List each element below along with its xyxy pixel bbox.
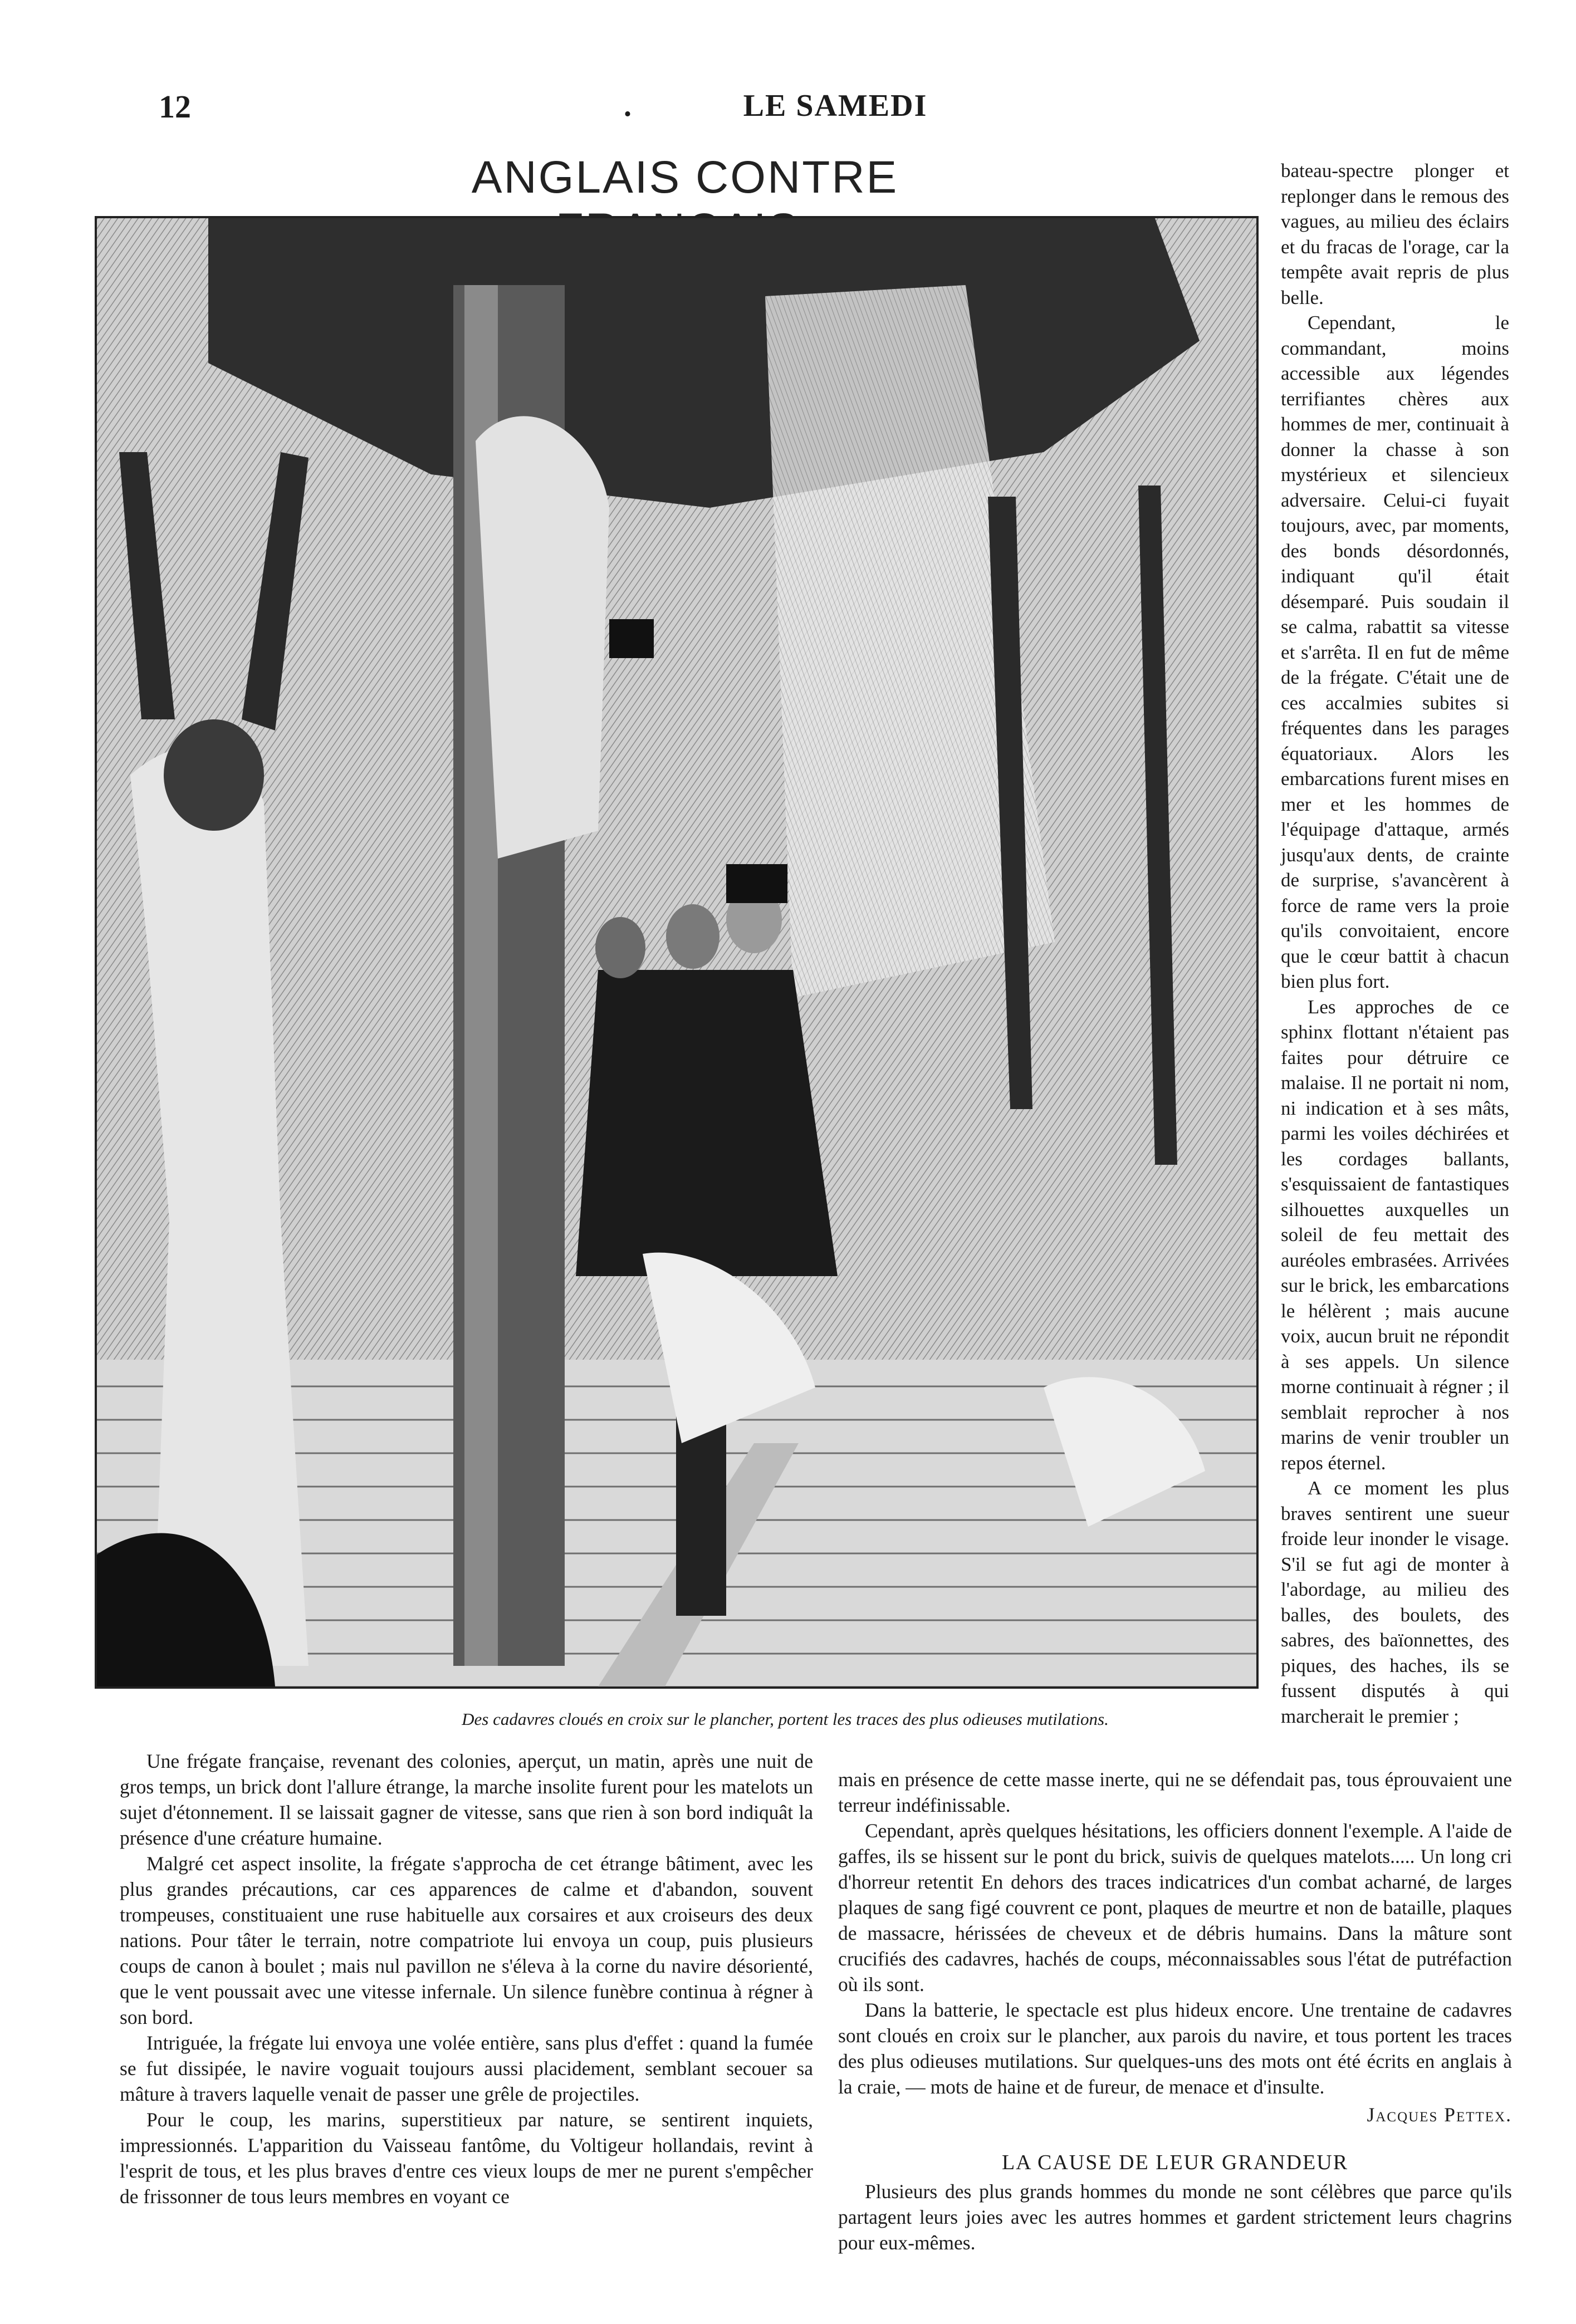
paragraph: Intriguée, la frégate lui envoya une volée entière, sans plus d'effet : quand la fumée se fut dissipée, le navire voguait toujours aussi placidement, semblant secouer sa mâture à travers laquelle venait de passer une grêle de projectiles. xyxy=(120,2032,813,2105)
author-signature: Jacques Pettex. xyxy=(1367,2104,1512,2126)
paragraph: Cependant, le commandant, moins accessible aux légendes terrifiantes chères aux hommes de mer, continuait à donner la chasse à son mystérieux et silencieux adversaire. Celui-ci fuyait toujours, avec, par moments, des bonds désordonnés, indiquant qu'il était désemparé. Puis soudain il se calma, rabattit sa vitesse et s'arrêta. Il en fut de même de la frégate. C'était une de ces accalmies subites si fréquentes dans les parages équatoriaux. Alors les embarcations furent mises en mer et les hommes de l'équipage d'attaque, armés jusqu'aux dents, de crainte de surprise, s'avancèrent à force de rame vers la proie qu'ils convoitaient, encore que le cœur battit à chacun bien plus fort. xyxy=(1281,312,1509,992)
paragraph: bateau-spectre plonger et replonger dans le remous des vagues, au milieu des éclairs et du fracas de l'orage, car la tempête avait repris de plus belle. xyxy=(1281,160,1509,308)
officer-head-3 xyxy=(595,917,645,978)
article-column-left xyxy=(120,1748,813,2209)
separator-dot: . xyxy=(624,89,633,123)
hanging-figure-center xyxy=(476,416,609,859)
paragraph: Une frégate française, revenant des colonies, aperçut, un matin, après une nuit de gros temps, un brick dont l'allure étrange, la marche insolite furent pour les matelots un sujet d'étonnement. Il se laissait gagner de vitesse, sans que rien à son bord indiquât la présence d'une créature humaine. xyxy=(120,1750,813,1849)
bowler-hat xyxy=(726,864,787,903)
paragraph: Cependant, après quelques hésitations, les officiers donnent l'exemple. A l'aide de gaffes, ils se hissent sur le pont du brick, suivis de quelques matelots..... Un long cri d'horreur retentit En dehors des traces indicatrices d'un combat acharné, de larges plaques de sang figé couvrent ce pont, plaques de meurtre et non de bataille, plaques de massacre, hérissées de cheveux et de débris humains. Dans la mâture sont crucifiés des cadavres, hachés de coups, méconnaissables sous l'état de putréfaction où ils sont. xyxy=(838,1820,1512,1995)
sidebar-article-title: LA CAUSE DE LEUR GRANDEUR xyxy=(1001,2151,1349,2174)
paragraph: Malgré cet aspect insolite, la frégate s'approcha de cet étrange bâtiment, avec les plus grandes précautions, car ces apparences de calme et d'abandon, souvent trompeuses, constituaient une ruse habituelle aux corsaires et aux croiseurs des deux nations. Pour tâter le terrain, notre compatriote lui envoya un coup, puis plusieurs coups de canon à boulet ; mais nul pavillon ne s'éleva à la corne du navire désorienté, que le vent poussait avec une vitesse infernale. Un silence funèbre continua à régner à son bord. xyxy=(120,1852,813,2028)
article-column-right xyxy=(1281,158,1509,1729)
article-illustration xyxy=(95,216,1259,1689)
page-number: 12 xyxy=(159,89,191,125)
officers-group xyxy=(576,970,838,1276)
paragraph: Dans la batterie, le spectacle est plus hideux encore. Une trentaine de cadavres sont cloués en croix sur le plancher, aux parois du navire, et tous portent les traces des plus odieuses mutilations. Sur quelques-uns des mots ont été écrits en anglais à la craie, — mots de haine et de fureur, de menace et d'insulte. xyxy=(838,1999,1512,2098)
paragraph: A ce moment les plus braves sentirent une sueur froide leur inonder le visage. S'il se fut agi de monter à l'abordage, au milieu des balles, des boulets, des sabres, des baïonnettes, des piques, des haches, ils se fussent disputés à qui marcherait le premier ; xyxy=(1281,1477,1509,1727)
paragraph: mais en présence de cette masse inerte, qui ne se défendait pas, tous éprouvaient une terreur indéfinissable. xyxy=(838,1768,1512,1816)
publication-title: LE SAMEDI xyxy=(743,89,928,123)
figure-head-left xyxy=(164,719,264,831)
paragraph: Pour le coup, les marins, superstitieux par nature, se sentirent inquiets, impressionnés. L'apparition du Vaisseau fantôme, du Voltigeur hollandais, revint à l'esprit de tous, et les plus braves d'entre ces vieux loups de mer ne purent s'empêcher de frissonner de tous leurs membres en voyant ce xyxy=(120,2109,813,2208)
publication-name xyxy=(624,88,1030,124)
paragraph: Les approches de ce sphinx flottant n'étaient pas faites pour détruire ce malaise. Il ne portait ni nom, ni indication et à ses mâts, parmi les voiles déchirées et les cordages ballants, s'esquissaient de fantastiques silhouettes auxquelles un soleil de feu mettait des auréoles embrasées. Arrivées sur le brick, les embarcations le hélèrent ; mais aucune voix, aucun bruit ne répondit à ses appels. Un silence morne continuait à régner ; il semblait reprocher à nos marins de venir troubler un repos éternel. xyxy=(1281,996,1509,1474)
lantern xyxy=(609,619,654,658)
illustration-caption: Des cadavres cloués en croix sur le plancher, portent les traces des plus odieuses mutilations. xyxy=(462,1709,1109,1729)
article-column-lower-right xyxy=(838,1767,1512,2256)
officer-head-1 xyxy=(666,904,720,969)
engraving-scene xyxy=(97,218,1256,1686)
article-headline: ANGLAIS CONTRE xyxy=(471,152,899,203)
sidebar-article-text: Plusieurs des plus grands hommes du monde ne sont célèbres que parce qu'ils partagent leurs joies avec les autres hommes et gardent strictement leurs chagrins pour eux-mêmes. xyxy=(838,2180,1512,2254)
